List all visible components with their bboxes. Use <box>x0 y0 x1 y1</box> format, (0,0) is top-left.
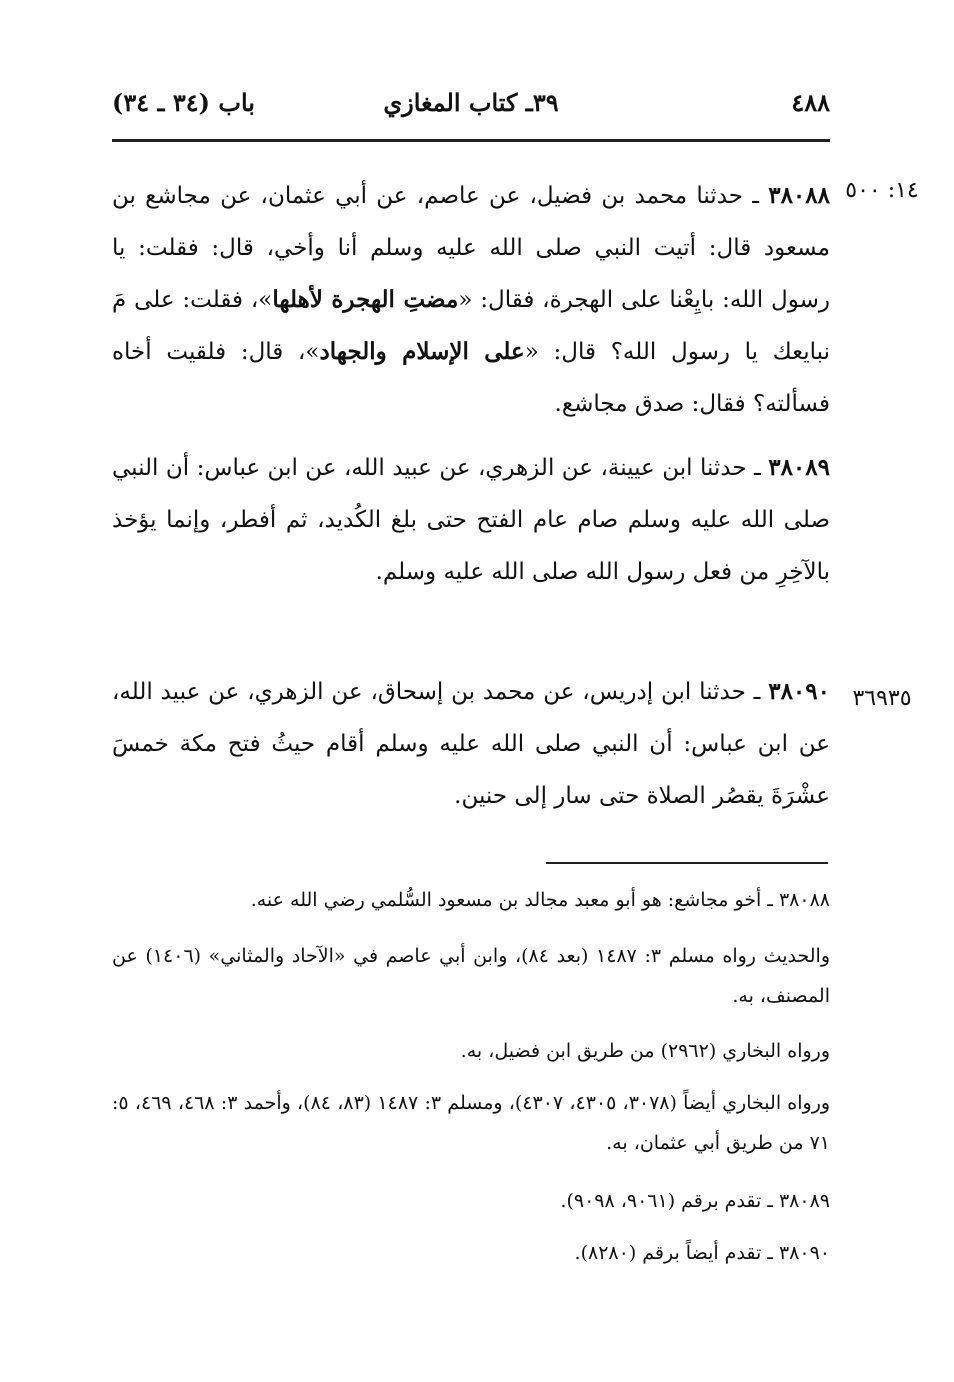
hadith-number: ٣٨٠٩٠ <box>768 678 830 705</box>
hadith-text: »، قال: فلقيت أخاه فسألته؟ فقال: صدق مجاشع. <box>112 339 830 417</box>
header-rule <box>112 139 830 142</box>
footnote-separator <box>546 862 828 864</box>
hadith-quote-bold: على الإسلام والجهاد <box>319 338 525 365</box>
page-number: ٤٨٨ <box>791 88 830 117</box>
hadith-number: ٣٨٠٨٨ <box>768 182 830 209</box>
footnote: ٣٨٠٩٠ ـ تقدم أيضاً برقم (٨٢٨٠). <box>574 1242 830 1264</box>
hadith-38089 <box>112 442 830 598</box>
footnote: ٣٨٠٨٨ ـ أخو مجاشع: هو أبو معبد مجالد بن مسعود السُّلمي رضي الله عنه. <box>250 889 830 911</box>
page-header <box>112 88 830 128</box>
hadith-text: »، فقلت: على مَ نبايعك يا رسول الله؟ قال: « <box>112 287 831 365</box>
hadith-38090 <box>112 666 830 822</box>
hadith-quote-bold: مضتِ الهجرة لأهلها <box>272 286 459 313</box>
hadith-number: ٣٨٠٨٩ <box>768 454 830 481</box>
margin-reference: ١٤: ٥٠٠ <box>845 178 919 203</box>
hadith-text: ـ حدثنا ابن عيينة، عن الزهري، عن عبيد الله، عن ابن عباس: أن النبي صلى الله عليه وسلم صام عام الفتح حتى بلغ الكُديد، ثم أفطر، وإنما يؤخذ بالآخِرِ من فعل رسول الله صلى الله عليه وسلم. <box>112 455 830 585</box>
chapter-heading: باب (٣٤ ـ ٣٤) <box>112 88 255 117</box>
footnote: ورواه البخاري أيضاً (٣٠٧٨، ٤٣٠٥، ٤٣٠٧)، ومسلم ٣: ١٤٨٧ (٨٣، ٨٤)، وأحمد ٣: ٤٦٨، ٤٦٩، ٥: ٧١ من طريق أبي عثمان، به. <box>112 1092 831 1154</box>
book-title: ٣٩ـ كتاب المغازي <box>383 88 559 117</box>
hadith-38088 <box>112 170 830 430</box>
footnote: والحديث رواه مسلم ٣: ١٤٨٧ (بعد ٨٤)، وابن أبي عاصم في «الآحاد والمثاني» (١٤٠٦) عن المصنف، به. <box>112 945 830 1007</box>
footnote: ٣٨٠٨٩ ـ تقدم برقم (٩٠٦١، ٩٠٩٨). <box>560 1190 830 1212</box>
margin-reference: ٣٦٩٣٥ <box>852 686 912 711</box>
hadith-text: ـ حدثنا ابن إدريس، عن محمد بن إسحاق، عن الزهري، عن عبيد الله، عن ابن عباس: أن النبي صلى الله عليه وسلم أقام حيثُ فتح مكة خمسَ عشْرَةَ يقصُر الصلاة حتى سار إلى حنين. <box>112 679 830 809</box>
hadith-text: ـ حدثنا محمد بن فضيل، عن عاصم، عن أبي عثمان، عن مجاشع بن مسعود قال: أتيت النبي صلى الله عليه وسلم أنا وأخي، قال: فقلت: يا رسول الله: بايِعْنا على الهجرة، فقال: « <box>112 183 830 313</box>
footnote: ورواه البخاري (٢٩٦٢) من طريق ابن فضيل، به. <box>460 1040 830 1062</box>
